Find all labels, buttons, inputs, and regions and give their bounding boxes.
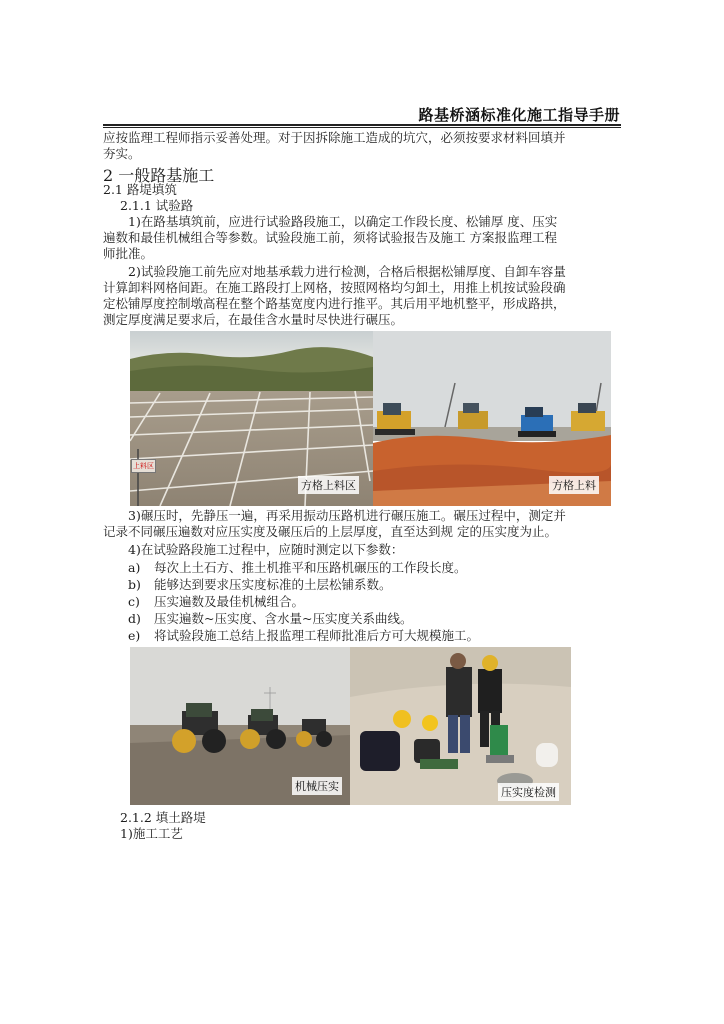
header-rule-thick xyxy=(103,124,621,126)
paragraph-line: 记录不同碾压遍数对应压实度及碾压后的上层厚度，直至达到规 定的压实度为止。 xyxy=(103,524,557,539)
intro-line: 应按监理工程师指示妥善处理。对于因拆除施工造成的坑穴，必须按要求材料回填并 xyxy=(103,130,566,145)
compaction-testing-photo xyxy=(350,647,571,805)
paragraph-line: 2)试验段施工前先应对地基承载力进行检测，合格后根据松铺厚度、自卸车容量 xyxy=(128,264,566,279)
intro-line: 夯实。 xyxy=(103,146,141,161)
list-item xyxy=(128,628,479,644)
list-marker: b) xyxy=(128,577,141,592)
loading-area-sign: 上料区 xyxy=(131,459,156,473)
paragraph-line: 计算卸料网格间距。在施工路段打上网格，按照网格均匀卸土，用推上机按试验段确 xyxy=(103,280,566,295)
list-item xyxy=(128,611,412,627)
bulldozer-spreading-photo xyxy=(373,331,611,506)
list-text: 将试验段施工总结上报监理工程师批准后方可大规模施工。 xyxy=(154,628,480,643)
list-text: 压实遍数~压实度、含水量~压实度关系曲线。 xyxy=(154,611,413,626)
list-item xyxy=(128,560,467,576)
list-marker: a) xyxy=(128,560,141,575)
list-item xyxy=(128,577,392,593)
subsubsection-heading: 2.1.2 填土路堤 xyxy=(120,810,206,825)
grid-loading-area-photo xyxy=(130,331,373,506)
photo-caption: 机械压实 xyxy=(292,777,342,795)
paragraph-line: 师批准。 xyxy=(103,246,154,261)
subsubsection-heading: 2.1.1 试验路 xyxy=(120,198,194,213)
section-heading: 2 一般路基施工 xyxy=(103,166,215,185)
paragraph-line: 遍数和最佳机械组合等参数。试验段施工前，须将试验报告及施工 方案报监理工程 xyxy=(103,230,557,245)
list-item xyxy=(128,594,304,610)
page-header-title: 路基桥涵标准化施工指导手册 xyxy=(418,106,620,124)
list-marker: e) xyxy=(128,628,141,643)
list-marker: c) xyxy=(128,594,140,609)
list-text: 每次上土石方、推土机推平和压路机碾压的工作段长度。 xyxy=(154,560,467,575)
list-marker: d) xyxy=(128,611,141,626)
list-text: 能够达到要求压实度标准的土层松铺系数。 xyxy=(154,577,392,592)
photo-caption: 压实度检测 xyxy=(498,783,559,801)
roller-compaction-photo xyxy=(130,647,350,805)
paragraph-line: 定松铺厚度控制墩高程在整个路基宽度内进行推平。其后用平地机整平，形成路拱， xyxy=(103,296,566,311)
paragraph-line: 4)在试验路段施工过程中，应随时测定以下参数： xyxy=(128,542,404,557)
photo-caption: 方格上料区 xyxy=(298,476,359,494)
paragraph-line: 1)施工工艺 xyxy=(120,826,183,841)
header-rule-thin xyxy=(103,127,621,128)
list-text: 压实遍数及最佳机械组合。 xyxy=(154,594,305,609)
paragraph-line: 1)在路基填筑前，应进行试验路段施工，以确定工作段长度、松铺厚 度、压实 xyxy=(128,214,558,229)
photo-caption: 方格上料 xyxy=(549,476,599,494)
paragraph-line: 测定厚度满足要求后，在最佳含水量时尽快进行碾压。 xyxy=(103,312,404,327)
paragraph-line: 3)碾压时，先静压一遍，再采用振动压路机进行碾压施工。碾压过程中，测定并 xyxy=(128,508,566,523)
subsection-heading: 2.1 路堤填筑 xyxy=(103,182,177,197)
